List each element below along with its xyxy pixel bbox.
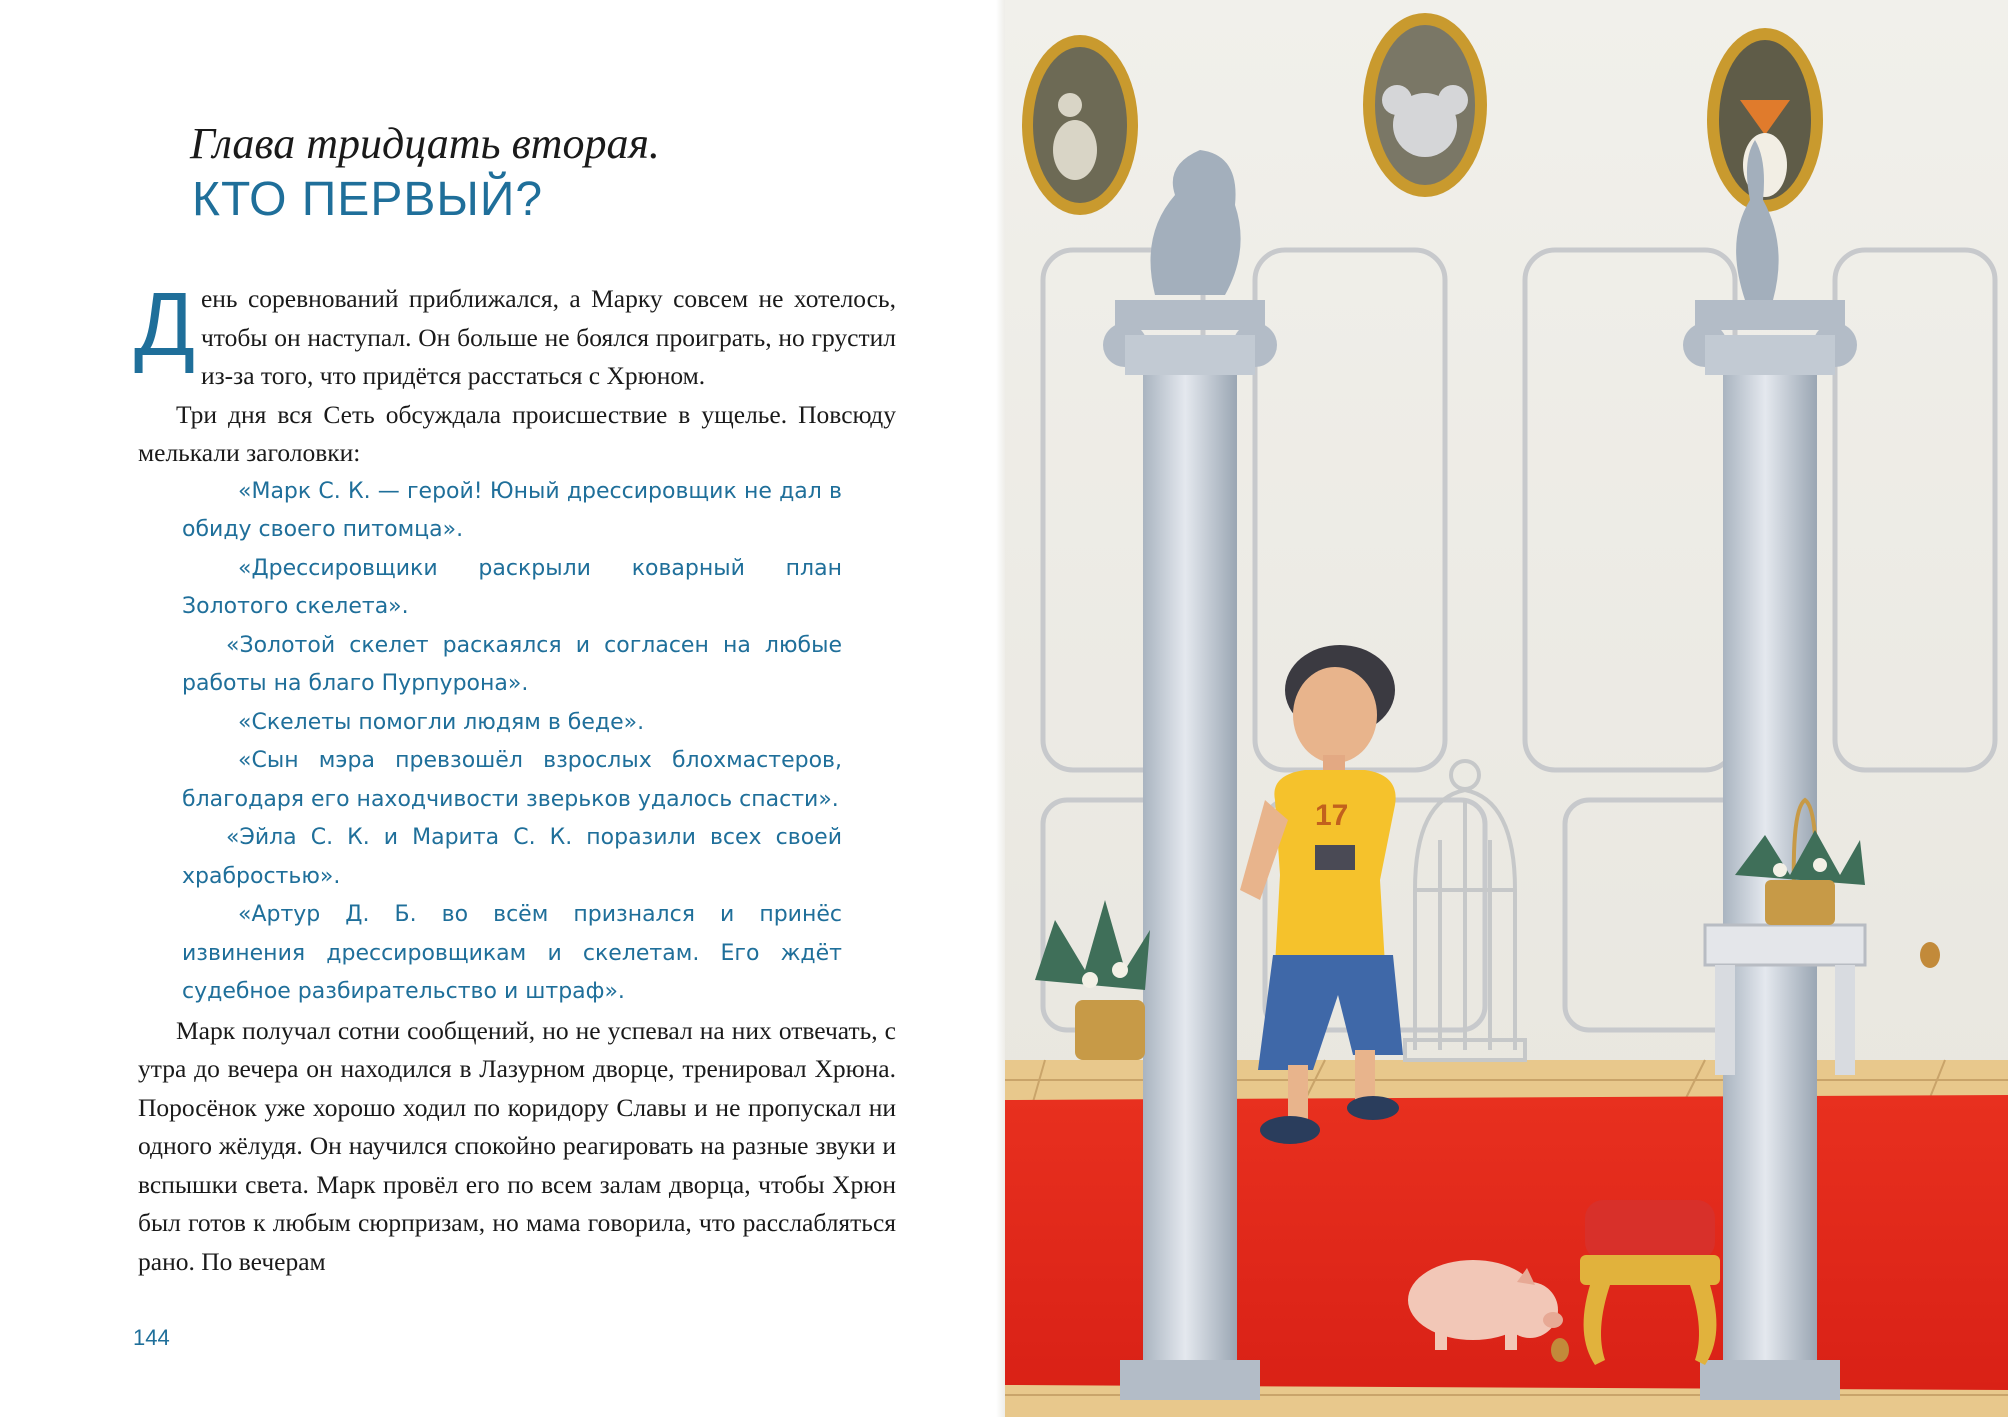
chapter-title: КТО ПЕРВЫЙ? [192,173,544,226]
portrait-koala [1363,13,1487,197]
drop-cap: Д [134,275,195,375]
portrait-fox [1707,28,1823,212]
illustration [1005,0,2008,1417]
chapter-body [134,275,896,1281]
shirt-number: 17 [1315,799,1349,832]
headline-item: «Марк С. К. — герой! Юный дрессировщик не дал в обиду своего питомца». [182,478,842,542]
headline-item: «Дрессировщики раскрыли коварный план Золотого скелета». [182,555,842,619]
portrait-duck [1022,35,1138,215]
headline-item: «Артур Д. Б. во всём признался и принёс извинения дрессировщикам и скелетам. Его ждёт судебное разбирательство и штраф». [182,902,842,1004]
headline-item: «Сын мэра превзошёл взрослых блохмастеров, благодаря его находчивости зверьков удалось спасти». [182,748,842,812]
chapter-subtitle: Глава тридцать вторая. [190,119,660,168]
headline-item: «Эйла С. К. и Марита С. К. поразили всех своей храбростью». [182,825,842,889]
paragraph-2: Три дня вся Сеть обсуждала происшествие в ущелье. Повсюду мелькали заголовки: [138,399,896,467]
paragraph-1-text: ень соревнований приближался, а Марку совсем не хотелось, чтобы он наступал. Он больше не боялся проиграть, но грустил из-за того, что придётся расстаться с Хрюном. [200,284,896,390]
headline-list [182,473,842,1012]
text-page [0,0,1000,1417]
headline-item: «Золотой скелет раскаялся и согласен на любые работы на благо Пурпурона». [182,632,842,696]
headline-item: «Скелеты помогли людям в беде». [238,709,645,735]
paragraph-3: Марк получал сотни сообщений, но не успевал на них отвечать, с утра до вечера он находился в Лазурном дворце, тренировал Хрюна. Поросёнок уже хорошо ходил по коридору Славы и не пропускал ни одного жёлудя. Он научился спокойно реагировать на разные звуки и вспышки света. Марк провёл его по всем залам дворца, чтобы Хрюн был готов к любым сюрпризам, но мама говорила, что расслабляться рано. По вечерам [138,1015,896,1276]
paragraph-1 [134,275,896,396]
page-number: 144 [133,1325,170,1350]
